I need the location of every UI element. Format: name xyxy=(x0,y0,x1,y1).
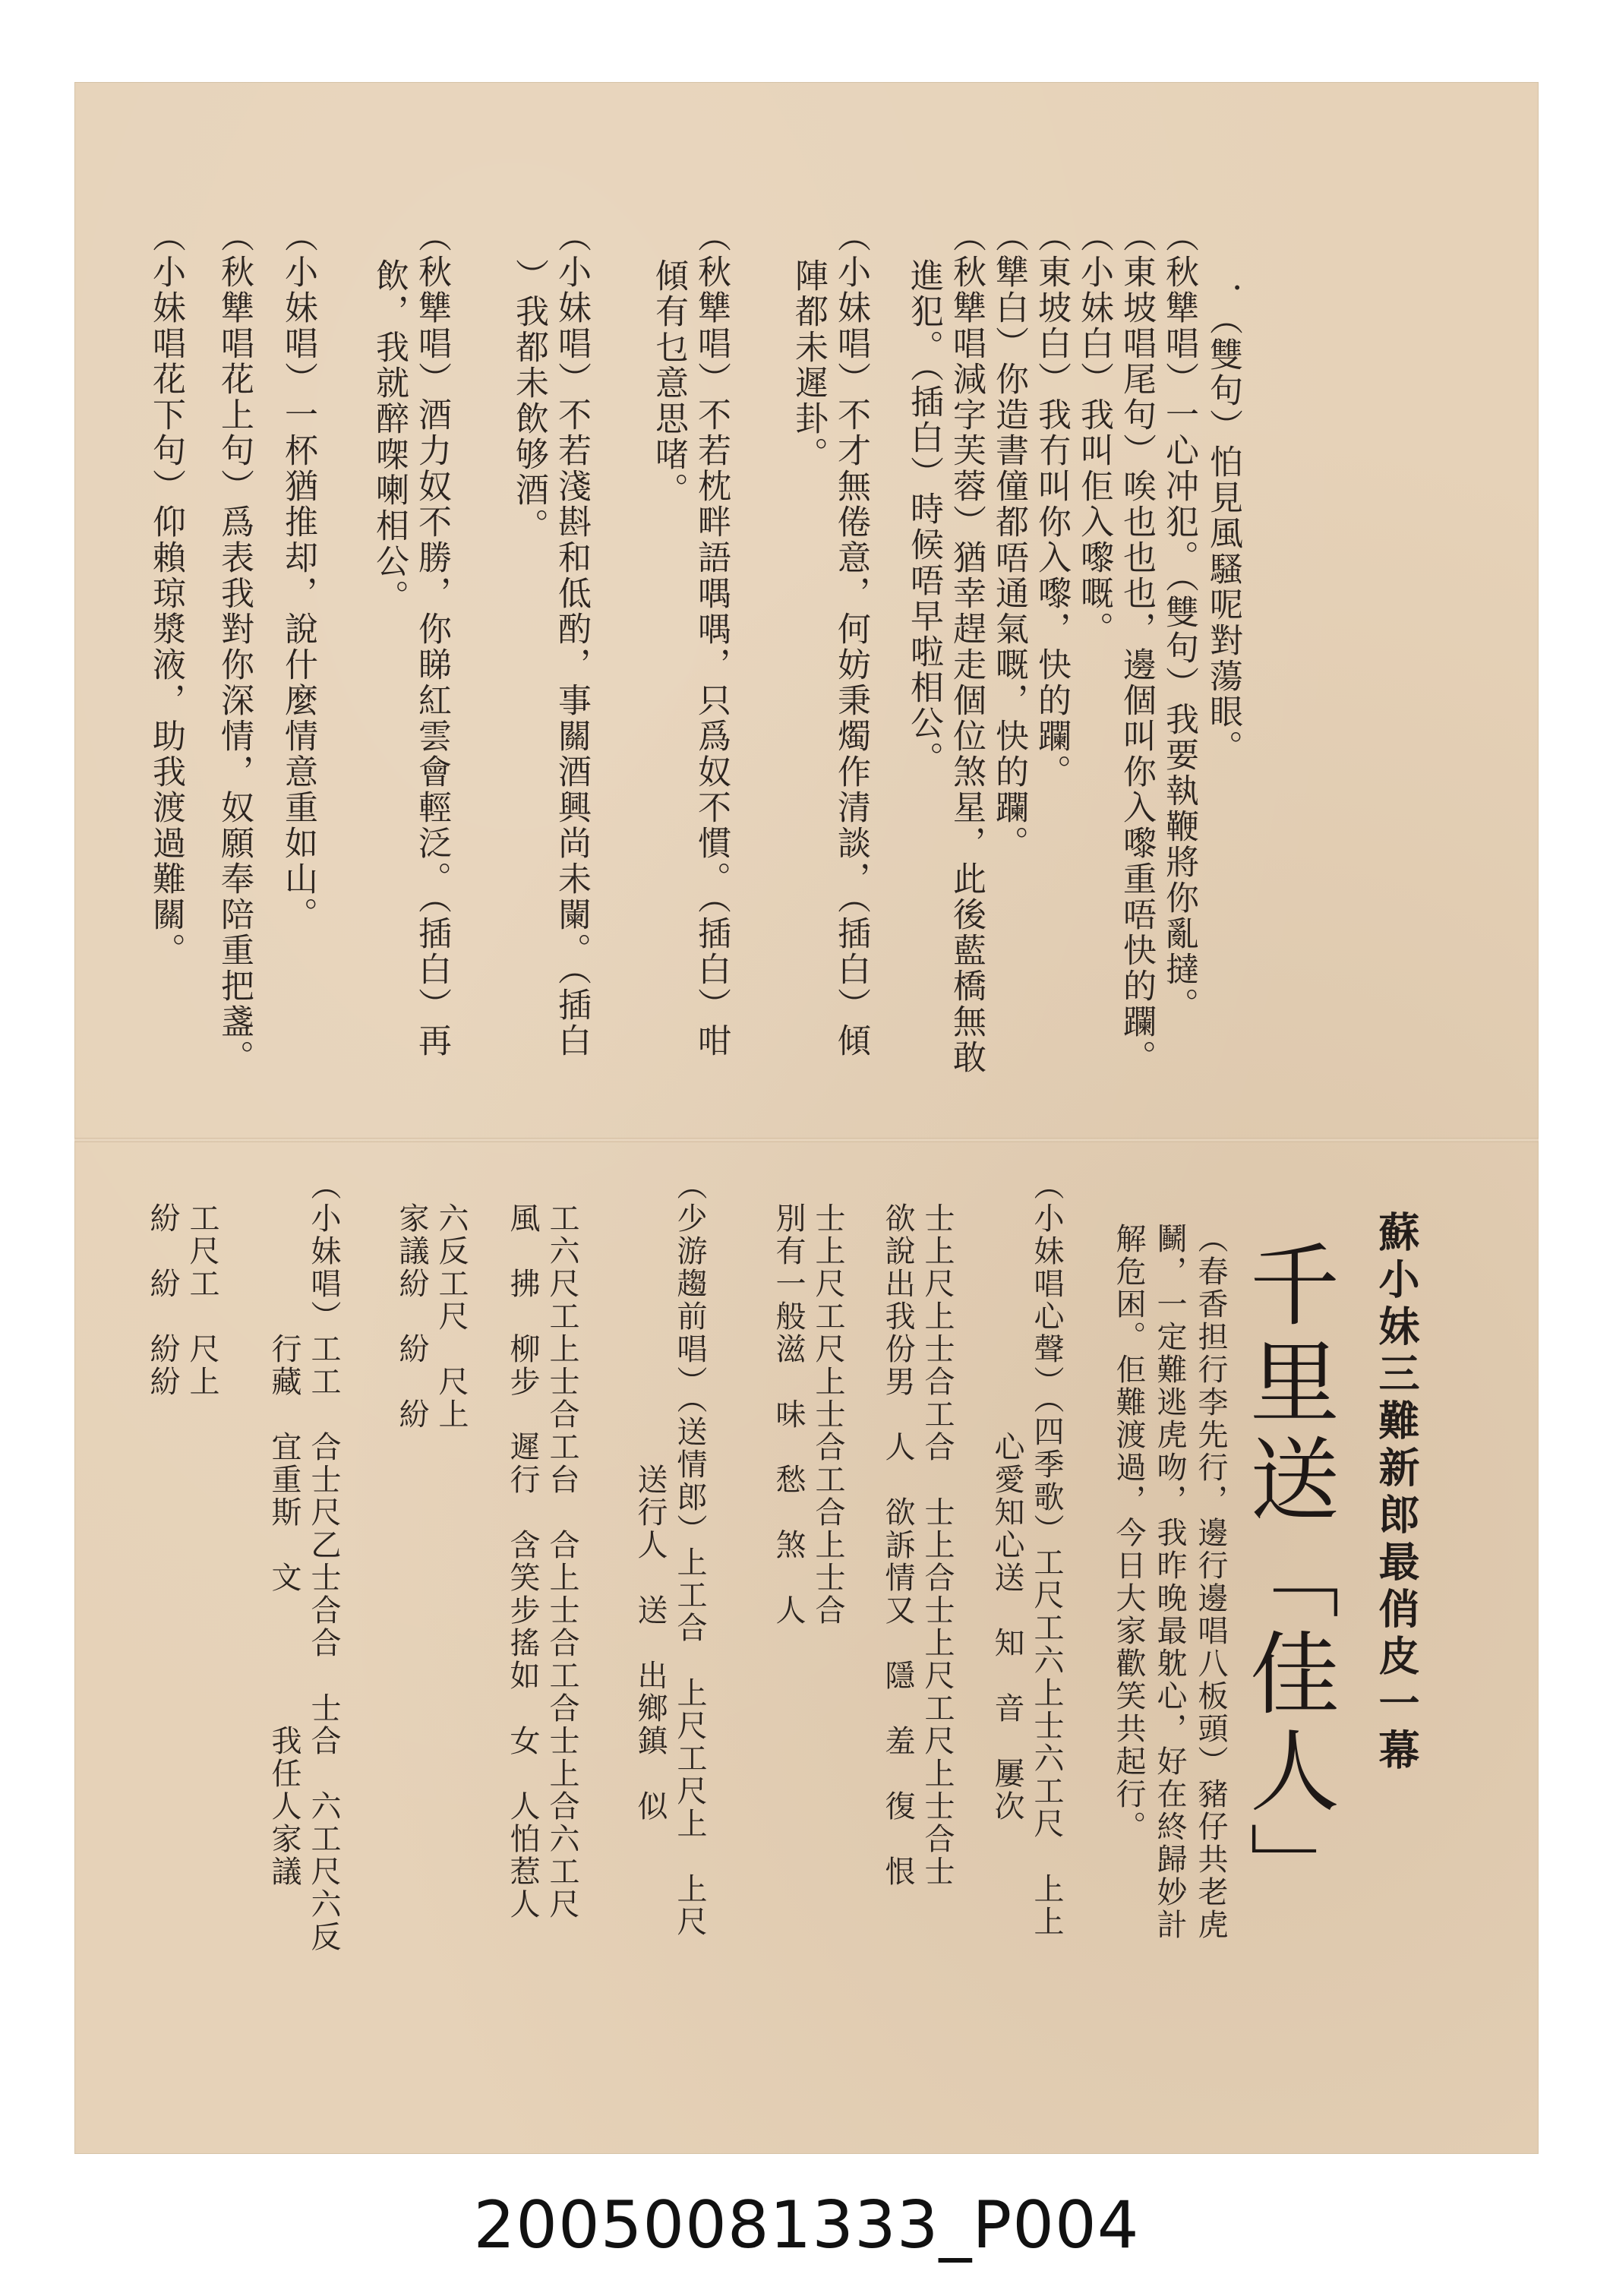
text-column: 進犯。（插白）時候唔早啦相公。 xyxy=(904,258,943,777)
lyric-column: 行藏 宜重斯 文 我任人家議 xyxy=(267,1170,301,1888)
text-column: （小妹唱）不才無倦意，何妨秉燭作清談，（插白）傾 xyxy=(832,219,870,1059)
text-column: 陣都未遲卦。 xyxy=(789,258,828,472)
text-column: （小妹唱）不若淺斟和低酌，事關酒興尚未闌。（插白 xyxy=(552,219,591,1059)
lyric-column: 鬭，一定難逃虎吻，我昨晚最躭心，好在終歸妙計 xyxy=(1152,1223,1187,1941)
text-column: （小妹白）我叫佢入嚟嘅。 xyxy=(1075,219,1113,647)
text-column: （東坡白）我冇叫你入嚟，快的躝。 xyxy=(1032,219,1071,790)
text-column: ）我都未飲够酒。 xyxy=(510,258,548,544)
lyric-column: 士上尺工尺上士合工合上士合 xyxy=(810,1170,845,1627)
lyric-column: 送行人 送 出鄉鎮 似 xyxy=(633,1170,668,1823)
text-column: （犨白）你造書僮都唔通氣嘅，快的躝。 xyxy=(990,219,1028,861)
lyric-column: （少游趨前唱）（送情郎）上工合 上尺工尺上 上尺 xyxy=(672,1170,707,1938)
text-column: （小妹唱）一杯猶推却，說什麼情意重如山。 xyxy=(279,219,317,933)
text-column: （小妹唱花下句）仰賴琼漿液，助我渡過難關。 xyxy=(147,219,185,968)
text-column: （秋犨唱花上句）爲表我對你深情，奴願奉陪重把盞。 xyxy=(215,219,254,1075)
lyric-column: 家議紛 紛 紛 xyxy=(394,1170,429,1431)
page-fold xyxy=(74,1138,1539,1142)
lyric-column: 心愛知心送 知 音 屢次 xyxy=(990,1170,1024,1823)
lyric-column: 解危困。佢難渡過，今日大家歡笑共起行。 xyxy=(1111,1223,1146,1843)
text-column: ．（雙句）怕見風騷呢對蕩眼。 xyxy=(1204,283,1242,766)
image-caption: 20050081333_P004 xyxy=(473,2187,1140,2263)
text-column: （東坡唱尾句）唉也也也，邊個叫你入嚟重唔快的躝。 xyxy=(1117,219,1156,1075)
lyric-column: 六反工尺 尺上 xyxy=(434,1170,469,1431)
text-column: （秋犨唱）不若枕畔語喁喁，只爲奴不慣。（插白）咁 xyxy=(692,219,731,1059)
text-column: （秋犨唱）酒力奴不勝，你睇紅雲會輕泛。（插白）再 xyxy=(412,219,451,1059)
text-column: （秋犨唱）一心冲犯。（雙句）我要執鞭將你亂撻。 xyxy=(1160,219,1198,1023)
lyric-column: 士上尺上士合工合 士上合士上尺工尺上士合士 xyxy=(920,1170,955,1888)
text-column: （秋犨唱減字芙蓉）猶幸趕走個位煞星，此後藍橋無敢 xyxy=(947,219,986,1075)
lyric-column: 欲說出我份男 人 欲訴情又 隱 羞 復 恨 xyxy=(880,1170,915,1888)
text-column: 傾有乜意思啫。 xyxy=(649,258,688,508)
lyric-column: 別有一般滋 味 愁 煞 人 xyxy=(771,1170,806,1627)
scene-title: 蘇小妹三難新郎最俏皮一幕 xyxy=(1372,1211,1421,1776)
lyric-column: （小妹唱心聲）（四季歌）工尺工六上士六工尺 上上 xyxy=(1029,1170,1064,1938)
lyric-column: （春香担行李先行，邊行邊唱八板頭）豬仔共老虎 xyxy=(1193,1223,1228,1941)
text-column: 飲，我就醉㗎喇相公。 xyxy=(370,258,409,615)
lyric-column: 工尺工 尺上 xyxy=(185,1170,219,1398)
lyric-column: 風 拂 柳步 遲行 含笑步搖如 女 人怕惹人 xyxy=(505,1170,540,1921)
lyric-column: （小妹唱）工工 合士尺乙士合合 士合 六工尺六反 xyxy=(306,1170,341,1953)
song-title: 千里送「佳人」 xyxy=(1235,1238,1340,1919)
lyric-column: 工六尺工上士合工台 合上士合工合士上合六工尺 xyxy=(545,1170,579,1921)
lyric-column: 紛 紛 紛紛 xyxy=(145,1170,180,1398)
